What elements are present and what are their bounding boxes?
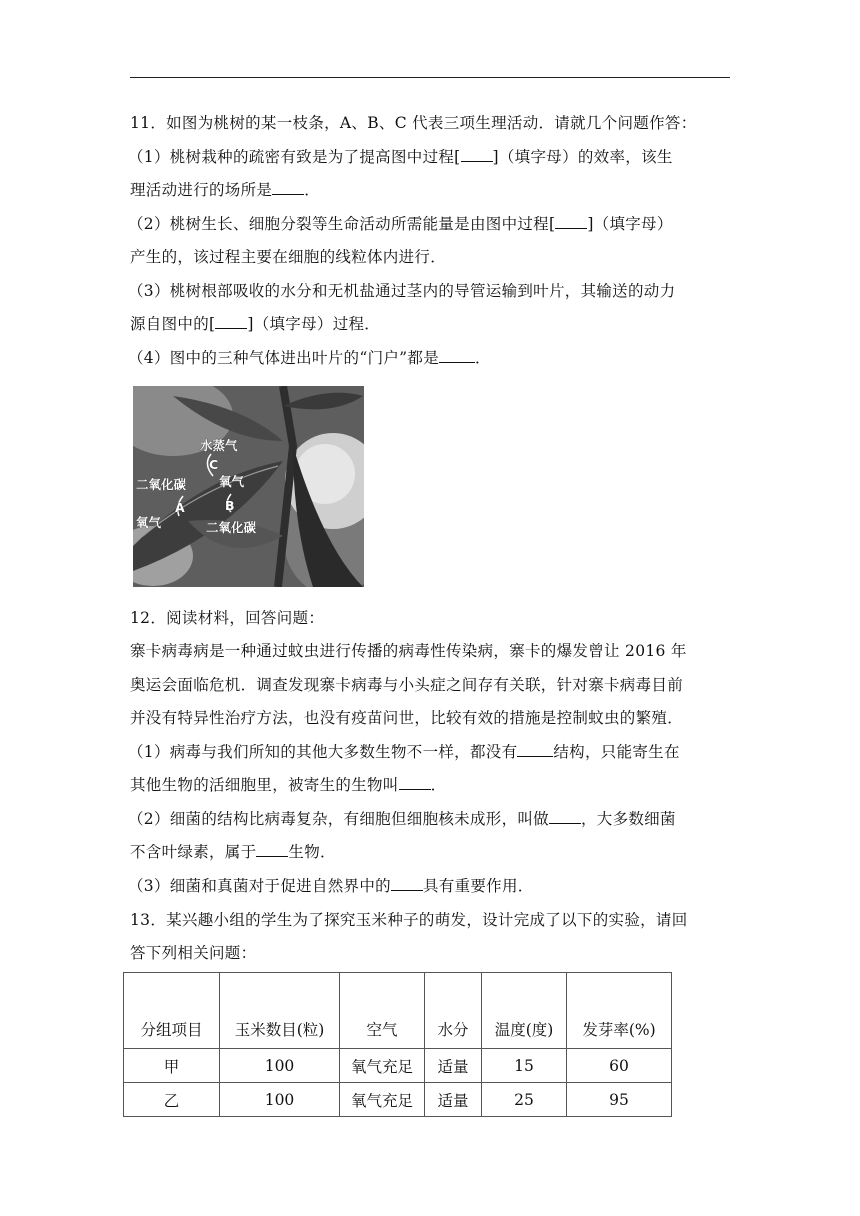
peach-branch-illustration bbox=[133, 386, 364, 587]
q12-part2-line1: （2）细菌的结构比病毒复杂，有细胞但细胞核未成形，叫做 ，大多数细菌 bbox=[128, 810, 676, 828]
table-header-cell: 温度(度) bbox=[482, 973, 567, 1049]
answer-blank bbox=[517, 742, 553, 757]
table-cell: 95 bbox=[567, 1083, 672, 1117]
table-header-cell: 发芽率(%) bbox=[567, 973, 672, 1049]
q11-part4: （4）图中的三种气体进出叶片的“门户”都是 ． bbox=[128, 349, 491, 367]
answer-blank bbox=[461, 147, 493, 162]
experiment-table bbox=[123, 972, 672, 1117]
label-co2-left: 二氧化碳 bbox=[136, 477, 187, 492]
q11-part2-line1: （2）桃树生长、细胞分裂等生命活动所需能量是由图中过程[ ]（填字母） bbox=[128, 215, 673, 233]
label-oxygen-top: 氧气 bbox=[219, 474, 245, 489]
q12-material-line1: 寨卡病毒病是一种通过蚊虫进行传播的病毒性传染病，寨卡的爆发曾让 2016 年 bbox=[130, 642, 687, 660]
answer-blank bbox=[391, 876, 423, 891]
answer-blank bbox=[555, 214, 587, 229]
label-a: A bbox=[175, 500, 185, 515]
q11-part3-line1: （3）桃树根部吸收的水分和无机盐通过茎内的导管运输到叶片，其输送的动力 bbox=[128, 282, 676, 300]
q13-stem-line1: 13．某兴趣小组的学生为了探究玉米种子的萌发，设计完成了以下的实验，请回 bbox=[130, 911, 688, 929]
table-header-cell: 空气 bbox=[340, 973, 425, 1049]
table-cell: 氧气充足 bbox=[340, 1049, 425, 1083]
label-b: B bbox=[225, 498, 235, 513]
table-cell: 100 bbox=[220, 1083, 340, 1117]
table-cell: 60 bbox=[567, 1049, 672, 1083]
q11-part1-line2: 理活动进行的场所是 ． bbox=[130, 181, 321, 199]
q12-part1-line2: 其他生物的活细胞里，被寄生的生物叫 ． bbox=[130, 776, 447, 794]
answer-blank bbox=[215, 314, 247, 329]
table-cell: 适量 bbox=[425, 1049, 482, 1083]
table-cell: 甲 bbox=[124, 1049, 220, 1083]
table-header-cell: 水分 bbox=[425, 973, 482, 1049]
q13-stem-line2: 答下列相关问题： bbox=[130, 944, 257, 962]
table-cell: 乙 bbox=[124, 1083, 220, 1117]
table-cell: 25 bbox=[482, 1083, 567, 1117]
answer-blank bbox=[549, 809, 581, 824]
answer-blank bbox=[272, 180, 304, 195]
q12-material-line3: 并没有特异性治疗方法，也没有疫苗问世，比较有效的措施是控制蚊虫的繁殖． bbox=[130, 709, 684, 727]
answer-blank bbox=[256, 842, 288, 857]
answer-blank bbox=[439, 348, 475, 363]
peach-branch-figure bbox=[133, 386, 364, 587]
q11-part1-line1: （1）桃树栽种的疏密有致是为了提高图中过程[ ]（填字母）的效率，该生 bbox=[128, 148, 673, 166]
header-rule bbox=[130, 77, 730, 78]
table-header-row bbox=[124, 973, 672, 1049]
table-cell: 适量 bbox=[425, 1083, 482, 1117]
answer-blank bbox=[399, 775, 431, 790]
table-header-cell: 分组项目 bbox=[124, 973, 220, 1049]
table-cell: 15 bbox=[482, 1049, 567, 1083]
q12-part1-line1: （1）病毒与我们所知的其他大多数生物不一样，都没有 结构，只能寄生在 bbox=[128, 743, 680, 761]
table-cell: 氧气充足 bbox=[340, 1083, 425, 1117]
q12-part3: （3）细菌和真菌对于促进自然界中的 具有重要作用． bbox=[128, 877, 534, 895]
table-header-cell: 玉米数目(粒) bbox=[220, 973, 340, 1049]
label-water-vapor: 水蒸气 bbox=[200, 438, 238, 453]
q12-material-line2: 奥运会面临危机．调查发现寨卡病毒与小头症之间存有关联，针对寨卡病毒目前 bbox=[130, 676, 684, 694]
label-c: C bbox=[209, 457, 219, 472]
q12-part2-line2: 不含叶绿素，属于 生物． bbox=[130, 843, 336, 861]
q11-part2-line2: 产生的，该过程主要在细胞的线粒体内进行． bbox=[130, 248, 447, 266]
q11-stem: 11．如图为桃树的某一枝条，A、B、C 代表三项生理活动．请就几个问题作答： bbox=[130, 114, 697, 132]
label-co2-bottom: 二氧化碳 bbox=[206, 520, 257, 535]
q11-part3-line2: 源自图中的[ ]（填字母）过程． bbox=[130, 315, 381, 333]
table-row bbox=[124, 1049, 672, 1083]
table-cell: 100 bbox=[220, 1049, 340, 1083]
q12-stem: 12．阅读材料，回答问题： bbox=[130, 609, 325, 627]
table-row bbox=[124, 1083, 672, 1117]
label-oxygen-left: 氧气 bbox=[136, 515, 162, 530]
